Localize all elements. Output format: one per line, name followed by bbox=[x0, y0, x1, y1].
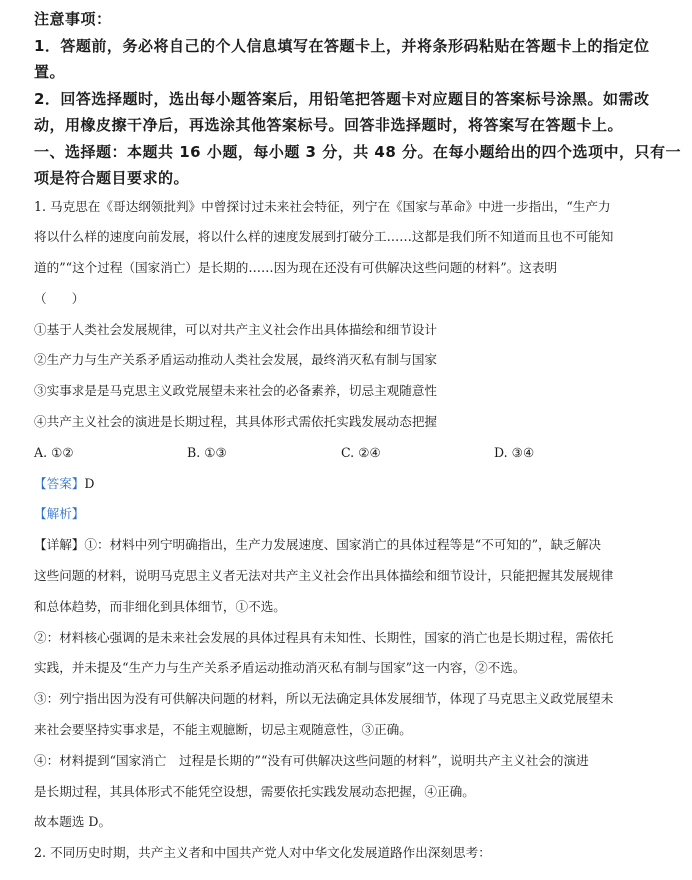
exam-page bbox=[34, 6, 682, 869]
answer-tag: 【答案】 bbox=[34, 475, 85, 491]
options-row bbox=[34, 438, 664, 469]
answer-line bbox=[34, 469, 664, 500]
detail-line: 来社会要坚持实事求是，不能主观臆断，切忌主观随意性，③正确。 bbox=[34, 722, 412, 738]
detail-line: 这些问题的材料，说明马克思主义者无法对共产主义社会作出具体描绘和细节设计，只能把握其发展规律 bbox=[34, 568, 614, 584]
notice-title: 注意事项： bbox=[34, 10, 112, 28]
analysis-tag: 【解析】 bbox=[34, 506, 85, 522]
option-c[interactable]: C. ②④ bbox=[341, 444, 381, 460]
detail-line: 和总体趋势，而非细化到具体细节，①不选。 bbox=[34, 598, 286, 614]
detail-line: 【详解】①：材料中列宁明确指出，生产力发展速度、国家消亡的具体过程等是“不可知的”，缺乏解决 bbox=[34, 537, 602, 553]
option-a[interactable]: A. ①② bbox=[34, 444, 74, 460]
section-heading-line-1: 一、选择题：本题共 16 小题，每小题 3 分，共 48 分。在每小题给出的四个选项中，只有一 bbox=[34, 142, 682, 161]
detail-line: ③：列宁指出因为没有可供解决问题的材料，所以无法确定具体发展细节，体现了马克思主义政党展望未 bbox=[34, 691, 614, 707]
detail-line: ④：材料提到“国家消亡 过程是长期的”“没有可供解决这些问题的材料”，说明共产主义社会的演进 bbox=[34, 752, 589, 768]
notice-item-2-line-2: 动，用橡皮擦干净后，再选涂其他答案标号。回答非选择题时，将答案写在答题卡上。 bbox=[34, 116, 624, 134]
question-1-stem-line: 将以什么样的速度向前发展，将以什么样的速度发展到打破分工……这都是我们所不知道而且也不可能知 bbox=[34, 229, 614, 245]
detail-line: 是长期过程，其具体形式不能凭空设想，需要依托实践发展动态把握，④正确。 bbox=[34, 783, 475, 799]
question-1-stem-line: 道的”“这个过程（国家消亡）是长期的……因为现在还没有可供解决这些问题的材料”。这表明 bbox=[34, 260, 558, 276]
option-d[interactable]: D. ③④ bbox=[494, 444, 535, 460]
notice-item-1-line-1: 1．答题前，务必将自己的个人信息填写在答题卡上，并将条形码粘贴在答题卡上的指定位 bbox=[34, 36, 650, 55]
question-1-answer-blank: （ ） bbox=[34, 290, 85, 306]
detail-explanation bbox=[34, 530, 664, 838]
statement-4: ④共产主义社会的演进是长期过程，其具体形式需依托实践发展动态把握 bbox=[34, 414, 437, 430]
statement-1: ①基于人类社会发展规律，可以对共产主义社会作出具体描绘和细节设计 bbox=[34, 321, 437, 337]
conclusion-line: 故本题选 D。 bbox=[34, 814, 112, 830]
question-1 bbox=[34, 192, 664, 839]
analysis-line bbox=[34, 499, 664, 530]
statement-3: ③实事求是是马克思主义政党展望未来社会的必备素养，切忌主观随意性 bbox=[34, 383, 437, 399]
statement-2: ②生产力与生产关系矛盾运动推动人类社会发展，最终消灭私有制与国家 bbox=[34, 352, 437, 368]
notice-section bbox=[34, 6, 664, 139]
section-heading-line-2: 项是符合题目要求的。 bbox=[34, 169, 190, 187]
question-2 bbox=[34, 838, 664, 869]
option-b[interactable]: B. ①③ bbox=[187, 444, 227, 460]
notice-item-2-line-1: 2．回答选择题时，选出每小题答案后，用铅笔把答题卡对应题目的答案标号涂黑。如需改 bbox=[34, 89, 650, 108]
notice-item-1-line-2: 置。 bbox=[34, 63, 66, 81]
detail-line: 实践，并未提及“生产力与生产关系矛盾运动推动消灭私有制与国家”这一内容，②不选。 bbox=[34, 660, 526, 676]
question-1-stem-line: 1. 马克思在《哥达纲领批判》中曾探讨过未来社会特征，列宁在《国家与革命》中进一步指出，“生产力 bbox=[34, 198, 611, 214]
section-heading bbox=[34, 139, 682, 192]
answer-value: D bbox=[84, 475, 95, 491]
question-2-stem-line: 2. 不同历史时期，共产主义者和中国共产党人对中华文化发展道路作出深刻思考： bbox=[34, 845, 491, 861]
detail-line: ②：材料核心强调的是未来社会发展的具体过程具有未知性、长期性，国家的消亡也是长期过程，需依托 bbox=[34, 629, 614, 645]
